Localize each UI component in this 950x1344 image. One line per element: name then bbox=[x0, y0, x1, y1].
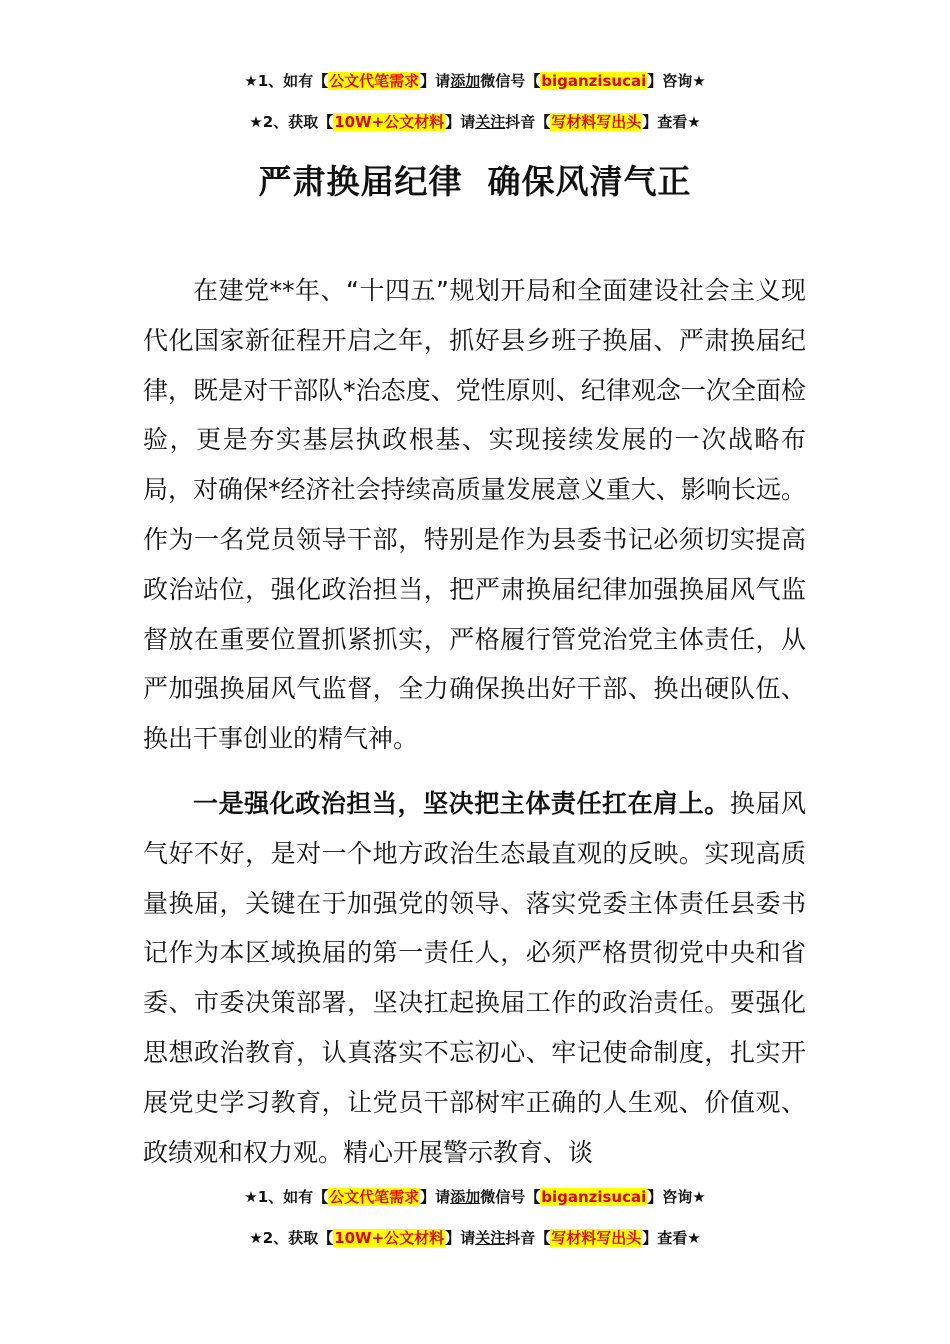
document-title: 严肃换届纪律 确保风清气正 bbox=[258, 162, 692, 201]
promo-highlight-wechat-id: biganzisucai bbox=[541, 1188, 647, 1206]
footer-promo-line-2 bbox=[0, 1228, 950, 1248]
promo-text: 微信号【 bbox=[480, 72, 541, 90]
header-promo-line-2 bbox=[0, 112, 950, 132]
promo-highlight-douyin: 写材料写出头 bbox=[551, 113, 642, 131]
promo-highlight: 公文代笔需求 bbox=[329, 1188, 420, 1206]
promo-text: ★2、获取【 bbox=[249, 1229, 334, 1247]
promo-text: ★1、如有【 bbox=[244, 72, 329, 90]
paragraph-lead-heading: 一是强化政治担当，坚决把主体责任扛在肩上。 bbox=[193, 789, 730, 818]
promo-text: 】请 bbox=[420, 72, 451, 90]
paragraph-point-one bbox=[143, 779, 806, 1177]
promo-text: 】请 bbox=[445, 113, 476, 131]
promo-text: 】咨询★ bbox=[647, 72, 706, 90]
promo-underlined: 关注 bbox=[475, 1229, 506, 1247]
promo-highlight-wechat-id: biganzisucai bbox=[541, 72, 647, 90]
promo-underlined: 添加 bbox=[450, 72, 481, 90]
promo-text: 】请 bbox=[445, 1229, 476, 1247]
promo-text: ★2、获取【 bbox=[249, 113, 334, 131]
promo-text: ★1、如有【 bbox=[244, 1188, 329, 1206]
promo-text: 】咨询★ bbox=[647, 1188, 706, 1206]
promo-text: 微信号【 bbox=[480, 1188, 541, 1206]
promo-text: 】请 bbox=[420, 1188, 451, 1206]
promo-text: 】查看★ bbox=[642, 1229, 701, 1247]
paragraph-body: 换届风气好不好，是对一个地方政治生态最直观的反映。实现高质量换届，关键在于加强党的领导、落实党委主体责任县委书记作为本区域换届的第一责任人，必须严格贯彻党中央和省委、市委决策部署，坚决扛起换届工作的政治责任。要强化思想政治教育，认真落实不忘初心、牢记使命制度，扎实开展党史学习教育，让党员干部树牢正确的人生观、价值观、政绩观和权力观。精心开展警示教育、谈 bbox=[143, 789, 806, 1167]
header-promo-line-1 bbox=[0, 71, 950, 91]
promo-text: 抖音【 bbox=[505, 1229, 551, 1247]
promo-text: 抖音【 bbox=[505, 113, 551, 131]
footer-promo-line-1 bbox=[0, 1187, 950, 1207]
promo-underlined: 关注 bbox=[475, 113, 506, 131]
paragraph-intro: 在建党**年、“十四五”规划开局和全面建设社会主义现代化国家新征程开启之年，抓好县乡班子换届、严肃换届纪律，既是对干部队*治态度、党性原则、纪律观念一次全面检验，更是夯实基层执政根基、实现接续发展的一次战略布局，对确保*经济社会持续高质量发展意义重大、影响长远。作为一名党员领导干部，特别是作为县委书记必须切实提高政治站位，强化政治担当，把严肃换届纪律加强换届风气监督放在重要位置抓紧抓实，严格履行管党治党主体责任，从严加强换届风气监督，全力确保换出好干部、换出硬队伍、换出干事创业的精气神。 bbox=[143, 276, 806, 754]
promo-highlight: 10W+公文材料 bbox=[334, 113, 445, 131]
promo-text: 】查看★ bbox=[642, 113, 701, 131]
promo-highlight-douyin: 写材料写出头 bbox=[551, 1229, 642, 1247]
promo-underlined: 添加 bbox=[450, 1188, 481, 1206]
promo-highlight: 公文代笔需求 bbox=[329, 72, 420, 90]
promo-highlight: 10W+公文材料 bbox=[334, 1229, 445, 1247]
